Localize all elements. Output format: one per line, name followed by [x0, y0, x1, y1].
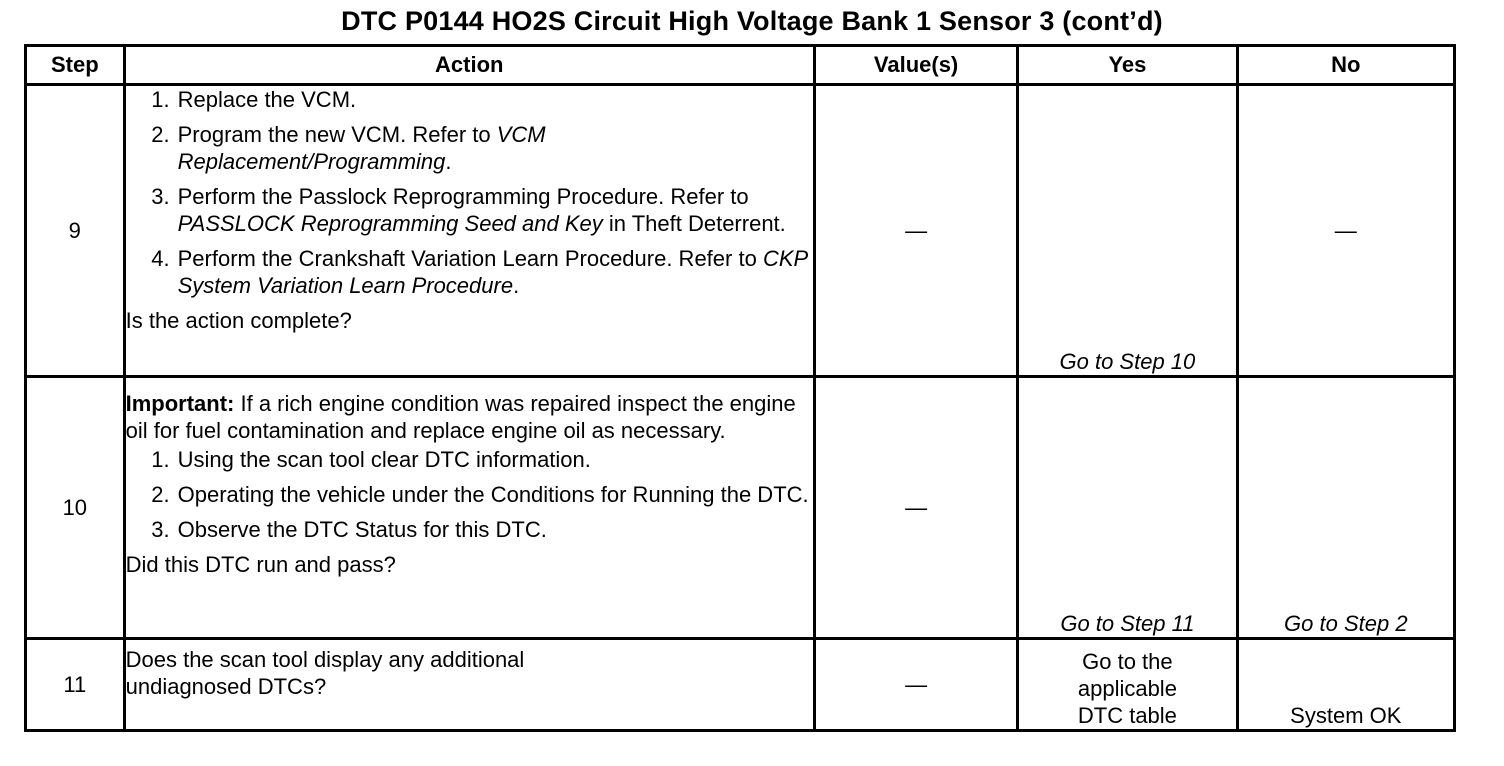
item-number: 2.: [151, 122, 170, 147]
item-number: 1.: [151, 447, 170, 472]
reference-link[interactable]: CKP System Variation Learn Procedure: [177, 246, 808, 298]
item-text: Observe the DTC Status for this DTC.: [177, 517, 547, 542]
value-cell: —: [814, 639, 1017, 731]
action-cell: [124, 377, 814, 639]
yes-cell[interactable]: Go to the applicable DTC table: [1018, 639, 1237, 731]
step-number: 10: [26, 377, 125, 639]
item-number: 3.: [151, 184, 170, 209]
table-header-row: [26, 46, 1455, 85]
table-row: [26, 639, 1455, 731]
diagnostic-table: [24, 44, 1456, 732]
table-row: [26, 377, 1455, 639]
list-item: [126, 481, 813, 508]
table-row: [26, 85, 1455, 377]
header-yes: Yes: [1018, 46, 1237, 85]
list-item: [126, 245, 813, 299]
action-cell: [124, 85, 814, 377]
important-note: Important: If a rich engine condition was repaired inspect the engine oil for fuel contamination and replace engine oil as necessary.: [125, 391, 796, 443]
important-label: Important:: [125, 391, 235, 416]
item-text: Program the new VCM. Refer to VCM Replacement/Programming.: [177, 122, 546, 174]
list-item: [126, 446, 813, 473]
item-text: Replace the VCM.: [177, 87, 357, 112]
list-item: [126, 183, 813, 237]
item-number: 2.: [151, 482, 170, 507]
step-question: Is the action complete?: [125, 308, 352, 333]
item-text: Using the scan tool clear DTC information.: [177, 447, 591, 472]
reference-link[interactable]: PASSLOCK Reprogramming Seed and Key: [177, 211, 603, 236]
header-no: No: [1237, 46, 1454, 85]
item-number: 3.: [151, 517, 170, 542]
header-step: Step: [26, 46, 125, 85]
no-cell[interactable]: Go to Step 2: [1237, 377, 1454, 639]
reference-link[interactable]: VCM Replacement/Programming: [177, 122, 546, 174]
yes-cell[interactable]: Go to Step 11: [1018, 377, 1237, 639]
no-cell: System OK: [1237, 639, 1454, 731]
action-cell: [124, 639, 814, 731]
list-item: [126, 86, 813, 113]
step-number: 11: [26, 639, 125, 731]
no-cell: —: [1237, 85, 1454, 377]
step-question: Does the scan tool display any additional undiagnosed DTCs?: [125, 647, 525, 699]
page-title: DTC P0144 HO2S Circuit High Voltage Bank 1 Sensor 3 (cont’d): [341, 6, 1163, 36]
header-action: Action: [124, 46, 814, 85]
value-cell: —: [814, 85, 1017, 377]
item-text: Perform the Passlock Reprogramming Procedure. Refer to PASSLOCK Reprogramming Seed and Key in Theft Deterrent.: [177, 184, 786, 236]
item-number: 4.: [151, 246, 170, 271]
header-values: Value(s): [814, 46, 1017, 85]
list-item: [126, 121, 813, 175]
step-number: 9: [26, 85, 125, 377]
item-text: Perform the Crankshaft Variation Learn Procedure. Refer to CKP System Variation Learn Procedure.: [177, 246, 808, 298]
yes-cell[interactable]: Go to Step 10: [1018, 85, 1237, 377]
step-question: Did this DTC run and pass?: [125, 552, 396, 577]
list-item: [126, 516, 813, 543]
value-cell: —: [814, 377, 1017, 639]
item-text: Operating the vehicle under the Conditions for Running the DTC.: [177, 482, 809, 507]
item-number: 1.: [151, 87, 170, 112]
